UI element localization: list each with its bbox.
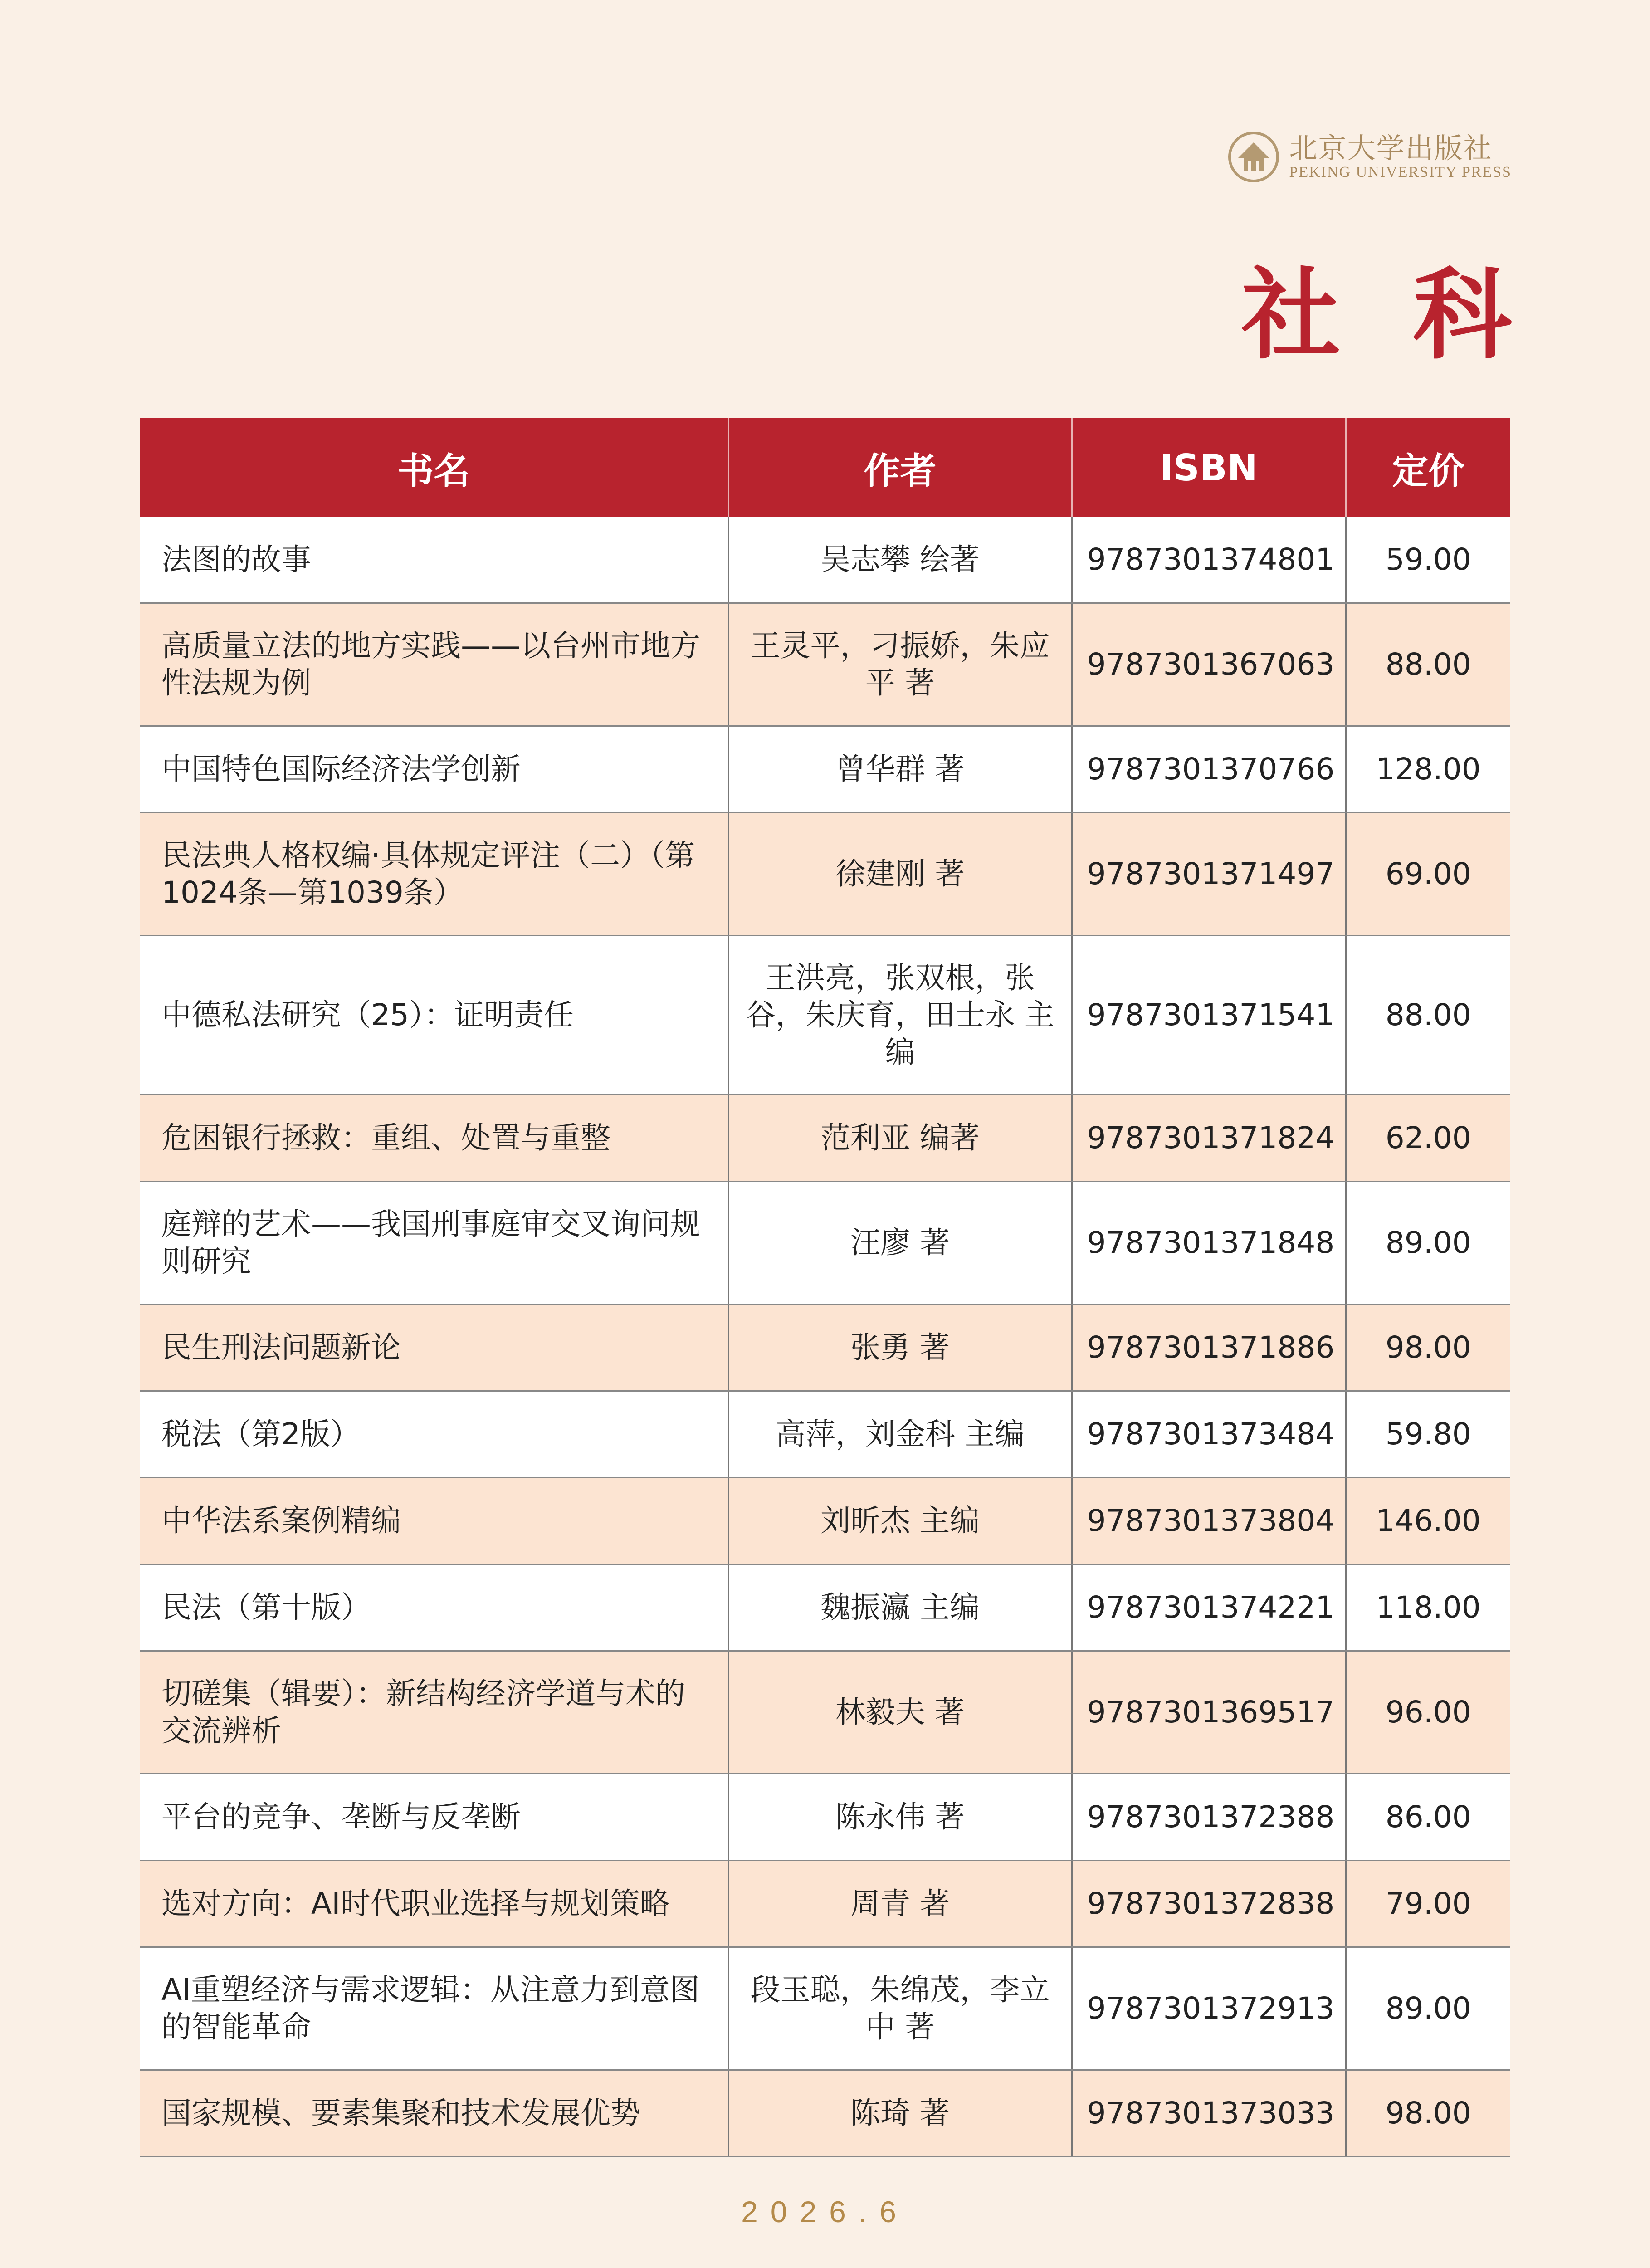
book-price: 59.80 (1346, 1391, 1510, 1478)
publisher-name-en: PEKING UNIVERSITY PRESS (1289, 164, 1512, 181)
book-isbn: 9787301370766 (1072, 726, 1346, 813)
book-price: 146.00 (1346, 1478, 1510, 1564)
table-row (140, 1095, 1510, 1182)
book-author: 魏振瀛 主编 (728, 1564, 1072, 1651)
book-title: 税法（第2版） (140, 1391, 728, 1478)
book-title: 庭辩的艺术——我国刑事庭审交叉询问规则研究 (140, 1182, 728, 1305)
book-title: 民法典人格权编·具体规定评注（二）（第1024条—第1039条） (140, 813, 728, 936)
book-title: 高质量立法的地方实践——以台州市地方性法规为例 (140, 603, 728, 726)
book-price: 89.00 (1346, 1182, 1510, 1305)
book-price: 96.00 (1346, 1651, 1510, 1774)
book-isbn: 9787301367063 (1072, 603, 1346, 726)
book-isbn: 9787301374801 (1072, 517, 1346, 603)
issue-date: 2026.6 (741, 2195, 909, 2229)
book-title: 切磋集（辑要）：新结构经济学道与术的交流辨析 (140, 1651, 728, 1774)
book-isbn: 9787301371541 (1072, 936, 1346, 1095)
column-header-isbn: ISBN (1072, 418, 1346, 517)
book-price: 69.00 (1346, 813, 1510, 936)
book-price: 86.00 (1346, 1774, 1510, 1861)
book-isbn: 9787301372388 (1072, 1774, 1346, 1861)
book-author: 刘昕杰 主编 (728, 1478, 1072, 1564)
book-author: 高萍，刘金科 主编 (728, 1391, 1072, 1478)
book-price: 88.00 (1346, 603, 1510, 726)
book-title: AI重塑经济与需求逻辑：从注意力到意图的智能革命 (140, 1947, 728, 2070)
table-row (140, 1947, 1510, 2070)
book-title: 中华法系案例精编 (140, 1478, 728, 1564)
table-row (140, 1651, 1510, 1774)
book-title: 国家规模、要素集聚和技术发展优势 (140, 2070, 728, 2157)
table-row (140, 1182, 1510, 1305)
book-title: 中德私法研究（25）：证明责任 (140, 936, 728, 1095)
section-title: 社科 (1241, 257, 1584, 373)
book-author: 陈永伟 著 (728, 1774, 1072, 1861)
column-header-price: 定价 (1346, 418, 1510, 517)
book-price: 62.00 (1346, 1095, 1510, 1182)
table-row (140, 1774, 1510, 1861)
book-isbn: 9787301373804 (1072, 1478, 1346, 1564)
book-author: 王灵平，刁振娇，朱应平 著 (728, 603, 1072, 726)
table-row (140, 603, 1510, 726)
column-header-author: 作者 (728, 418, 1072, 517)
book-price: 59.00 (1346, 517, 1510, 603)
table-row (140, 1305, 1510, 1391)
book-author: 段玉聪，朱绵茂，李立中 著 (728, 1947, 1072, 2070)
book-title: 法图的故事 (140, 517, 728, 603)
book-author: 陈琦 著 (728, 2070, 1072, 2157)
book-title: 中国特色国际经济法学创新 (140, 726, 728, 813)
book-isbn: 9787301372913 (1072, 1947, 1346, 2070)
book-isbn: 9787301371886 (1072, 1305, 1346, 1391)
book-price: 98.00 (1346, 2070, 1510, 2157)
publisher-logo (1228, 132, 1512, 182)
book-title: 民生刑法问题新论 (140, 1305, 728, 1391)
book-author: 周青 著 (728, 1861, 1072, 1947)
book-author: 林毅夫 著 (728, 1651, 1072, 1774)
table-row (140, 726, 1510, 813)
book-isbn: 9787301371497 (1072, 813, 1346, 936)
book-author: 吴志攀 绘著 (728, 517, 1072, 603)
book-price: 128.00 (1346, 726, 1510, 813)
book-price: 88.00 (1346, 936, 1510, 1095)
book-list-table (140, 418, 1510, 2157)
column-header-title: 书名 (140, 418, 728, 517)
publisher-name-cn: 北京大学出版社 (1289, 132, 1493, 165)
book-author: 王洪亮，张双根，张谷，朱庆育，田士永 主编 (728, 936, 1072, 1095)
book-author: 张勇 著 (728, 1305, 1072, 1391)
table-row (140, 1391, 1510, 1478)
book-price: 118.00 (1346, 1564, 1510, 1651)
book-title: 民法（第十版） (140, 1564, 728, 1651)
book-author: 曾华群 著 (728, 726, 1072, 813)
table-row (140, 813, 1510, 936)
book-price: 89.00 (1346, 1947, 1510, 2070)
table-row (140, 936, 1510, 1095)
book-price: 98.00 (1346, 1305, 1510, 1391)
table-row (140, 1564, 1510, 1651)
book-isbn: 9787301371848 (1072, 1182, 1346, 1305)
table-row (140, 517, 1510, 603)
book-author: 范利亚 编著 (728, 1095, 1072, 1182)
book-title: 选对方向：AI时代职业选择与规划策略 (140, 1861, 728, 1947)
table-header-row (140, 418, 1510, 517)
book-title: 平台的竞争、垄断与反垄断 (140, 1774, 728, 1861)
table-row (140, 1861, 1510, 1947)
book-isbn: 9787301374221 (1072, 1564, 1346, 1651)
book-price: 79.00 (1346, 1861, 1510, 1947)
book-isbn: 9787301371824 (1072, 1095, 1346, 1182)
book-author: 汪廖 著 (728, 1182, 1072, 1305)
table-row (140, 2070, 1510, 2157)
book-isbn: 9787301373033 (1072, 2070, 1346, 2157)
university-seal-icon (1228, 132, 1279, 182)
book-isbn: 9787301372838 (1072, 1861, 1346, 1947)
book-author: 徐建刚 著 (728, 813, 1072, 936)
book-title: 危困银行拯救：重组、处置与重整 (140, 1095, 728, 1182)
book-isbn: 9787301373484 (1072, 1391, 1346, 1478)
book-isbn: 9787301369517 (1072, 1651, 1346, 1774)
table-row (140, 1478, 1510, 1564)
